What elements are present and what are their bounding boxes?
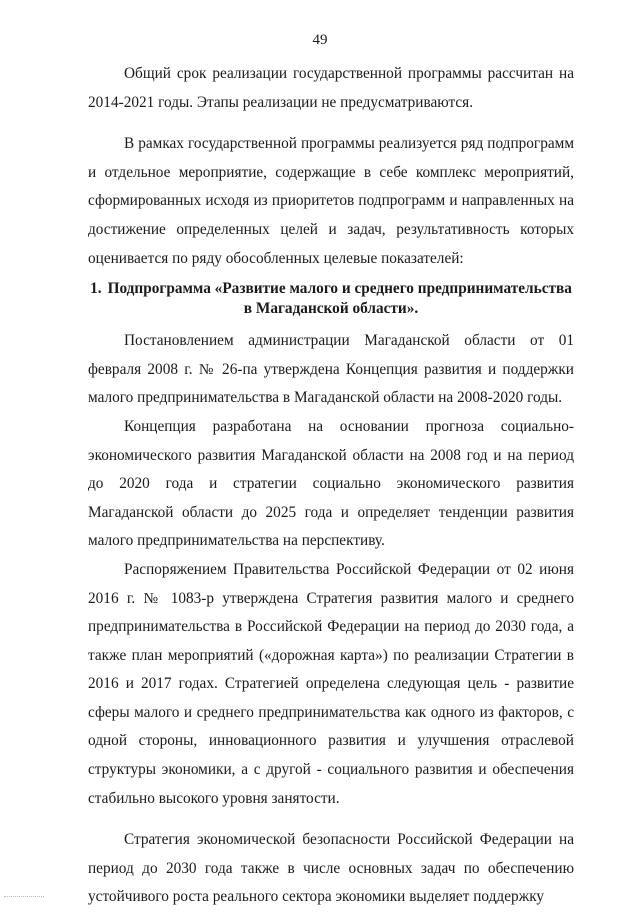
section-title-line2: в Магаданской области». (243, 300, 419, 318)
document-body (88, 60, 574, 912)
section-number: 1. (90, 280, 102, 298)
paragraph-economic-security: Стратегия экономической безопасности Российской Федерации на период до 2030 года также в числе основных задач по обеспечению устойчивого роста реального сектора экономики выделяет поддержку (88, 831, 574, 906)
section-heading (88, 279, 574, 319)
scan-artifact (4, 896, 44, 899)
paragraph-subprograms: В рамках государственной программы реализуется ряд подпрограмм и отдельное мероприятие, содержащие в себе комплекс мероприятий, сформированных исходя из приоритетов подпрограмм и направленных на достижение определенных целей и задач, результативность которых оценивается по ряду обособленных целевые показателей: (88, 135, 574, 267)
section-title-line1: Подпрограмма «Развитие малого и среднего предпринимательства (107, 280, 572, 298)
paragraph-strategy: Распоряжением Правительства Российской Федерации от 02 июня 2016 г. № 1083-р утверждена Стратегия развития малого и среднего предпринимательства в Российской Федерации на период до 2030 года, а также план мероприятий («дорожная карта») по реализации Стратегии в 2016 и 2017 годах. Стратегией определена следующая цель - развитие сферы малого и среднего предпринимательства как одного из факторов, с одной стороны, инновационного развития и улучшения отраслевой структуры экономики, а с другой - социального развития и обеспечения стабильно высокого уровня занятости. (88, 560, 574, 807)
page-number: 49 (312, 32, 328, 48)
paragraph-concept: Концепция разработана на основании прогноза социально-экономического развития Магаданской области на 2008 год и на период до 2020 года и стратегии социально экономического развития Магаданской области до 2025 года и определяет тенденции развития малого предпринимательства на перспективу. (88, 417, 574, 550)
paragraph-term: Общий срок реализации государственной программы рассчитан на 2014-2021 годы. Этапы реализации не предусматриваются. (88, 65, 574, 111)
paragraph-resolution: Постановлением администрации Магаданской области от 01 февраля 2008 г. № 26-па утверждена Концепция развития и поддержки малого предпринимательства в Магаданской области на 2008-2020 годы. (88, 332, 574, 407)
